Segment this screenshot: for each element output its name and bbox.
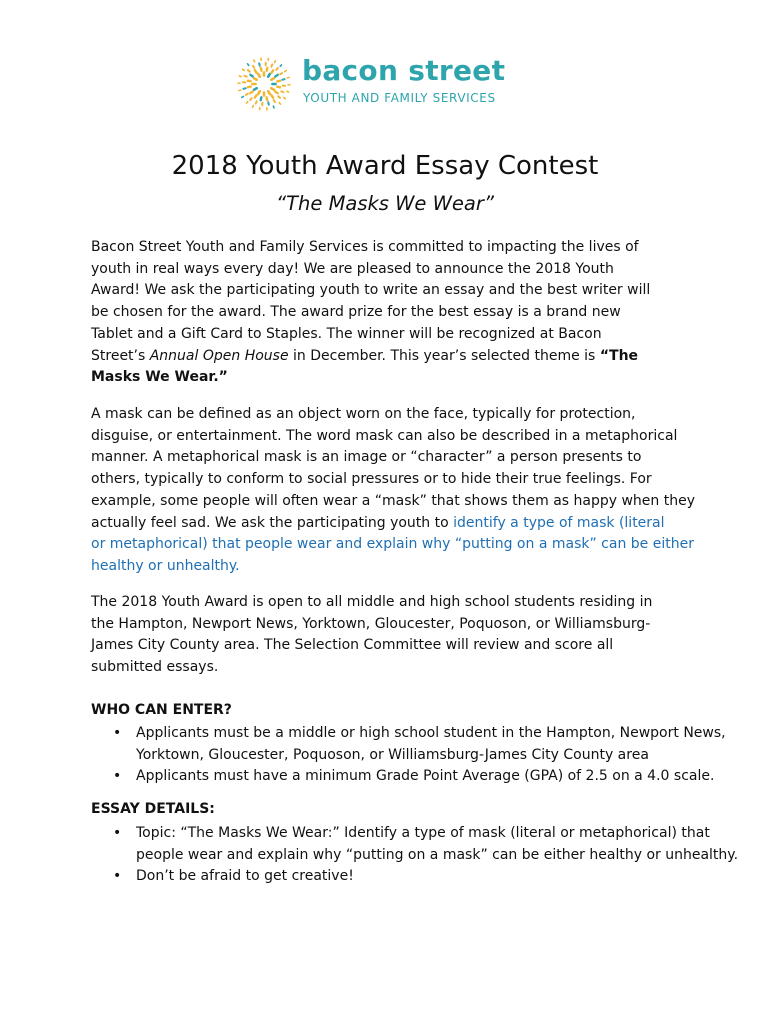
text-line: submitted essays. (91, 659, 219, 676)
text-line: manner. A metaphorical mask is an image or “character” a person presents to (91, 449, 642, 466)
logo-ray (246, 79, 252, 82)
text-line: Topic: “The Masks We Wear:” Identify a type of mask (literal or metaphorical) that (136, 825, 710, 841)
text-line: people wear and explain why “putting on a mask” can be either healthy or unhealthy. (136, 846, 739, 863)
sun-burst-icon (236, 56, 292, 112)
list-item (91, 723, 761, 766)
text-line (91, 367, 731, 389)
bullet: • (113, 868, 122, 885)
logo-ray (272, 105, 275, 109)
bullet: • (113, 825, 122, 841)
text-line: Applicants must have a minimum Grade Point Average (GPA) of 2.5 on a 4.0 scale. (136, 768, 715, 785)
logo-ray (266, 107, 268, 111)
logo-ray (265, 66, 268, 72)
text-run: Street’s (91, 347, 150, 364)
text-line (91, 513, 731, 535)
who-can-enter-list (91, 723, 761, 788)
text-line: Tablet and a Gift Card to Staples. The winner will be recognized at Bacon (91, 325, 602, 342)
intro-paragraph (91, 237, 731, 389)
text-line: James City County area. The Selection Committee will review and score all (91, 637, 614, 654)
logo-ray (253, 59, 256, 63)
text-run: actually feel sad. We ask the participating youth to (91, 514, 454, 531)
logo-ray (241, 95, 245, 98)
eligibility-paragraph (91, 592, 731, 679)
logo-ray (254, 100, 258, 105)
logo-ray (238, 75, 242, 78)
text-line: A mask can be defined as an object worn on the face, typically for protection, (91, 406, 636, 422)
bullet: • (113, 725, 122, 741)
mask-definition-paragraph (91, 404, 731, 578)
logo-ray (258, 62, 261, 67)
text-line: Don’t be afraid to get creative! (136, 868, 354, 885)
theme-name: Masks We Wear.” (91, 369, 228, 386)
text-line: Bacon Street Youth and Family Services is committed to impacting the lives of (91, 239, 639, 255)
logo-ray (279, 64, 283, 68)
logo-ray (286, 76, 290, 78)
who-can-enter-heading: WHO CAN ENTER? (91, 702, 232, 718)
essay-details-list (91, 823, 761, 888)
page-title: 2018 Youth Award Essay Contest (171, 151, 599, 181)
logo-ray (282, 85, 287, 87)
logo-ray (287, 84, 291, 86)
logo-ray (246, 63, 249, 67)
logo-ray (252, 64, 256, 69)
logo-ray (271, 83, 277, 86)
logo-ray (244, 92, 249, 96)
text-line: youth in real ways every day! We are pleased to announce the 2018 Youth (91, 260, 614, 277)
list-item (91, 823, 761, 866)
logo-ray (267, 57, 269, 61)
text-line: Applicants must be a middle or high school student in the Hampton, Newport News, (136, 725, 726, 741)
logo-ray (259, 107, 261, 111)
highlighted-prompt: healthy or unhealthy. (91, 557, 240, 574)
logo-ray (280, 90, 285, 94)
text-line (91, 346, 731, 368)
logo-ray (277, 95, 282, 99)
logo-ray (267, 101, 270, 106)
event-name: Annual Open House (149, 347, 289, 364)
logo-ray (243, 74, 248, 78)
text-line: example, some people will often wear a “mask” that shows them as happy when they (91, 492, 695, 509)
logo-ray (281, 78, 286, 81)
logo-ray (260, 57, 262, 61)
text-line: others, typically to conform to social pressures or to hide their true feelings. For (91, 471, 652, 488)
highlighted-prompt: identify a type of mask (literal (453, 514, 665, 531)
bullet: • (113, 768, 122, 785)
logo-ray (241, 68, 245, 71)
organization-logo (236, 56, 536, 112)
logo-ray (283, 96, 287, 99)
logo-ray (242, 81, 247, 83)
highlighted-prompt: or metaphorical) that people wear and explain why “putting on a mask” can be either (91, 536, 694, 553)
logo-ray (274, 60, 277, 64)
logo-ray (275, 67, 279, 72)
logo-ray (237, 82, 241, 84)
logo-ray (259, 66, 262, 72)
logo-ray (242, 87, 247, 90)
logo-ray (278, 101, 281, 105)
text-line: be chosen for the award. The award prize for the best essay is a brand new (91, 304, 621, 321)
logo-ray (276, 79, 282, 82)
logo-ray (245, 101, 249, 105)
logo-ray (263, 91, 266, 97)
logo-ray (279, 72, 284, 76)
text-line: The 2018 Youth Award is open to all middle and high school students residing in (91, 594, 653, 610)
logo-ray (263, 71, 266, 77)
list-item (91, 766, 761, 788)
logo-ray (286, 90, 290, 93)
logo-ray (272, 99, 276, 104)
logo-tagline: YOUTH AND FAMILY SERVICES (303, 91, 496, 105)
text-line: Award! We ask the participating youth to write an essay and the best writer will (91, 282, 651, 299)
logo-ray (238, 89, 242, 91)
essay-details-heading: ESSAY DETAILS: (91, 801, 215, 817)
logo-ray (276, 85, 282, 88)
logo-ray (249, 97, 253, 102)
logo-ray (246, 85, 252, 88)
list-item (91, 866, 761, 888)
logo-ray (265, 96, 268, 102)
logo-ray (283, 70, 287, 73)
text-line: the Hampton, Newport News, Yorktown, Gloucester, Poquoson, or Williamsburg- (91, 615, 651, 632)
logo-name: bacon street (302, 54, 506, 87)
logo-ray (247, 69, 252, 73)
text-line: disguise, or entertainment. The word mask can also be described in a metaphorical (91, 427, 678, 444)
logo-ray (270, 63, 274, 68)
logo-ray (265, 62, 267, 67)
logo-ray (261, 102, 263, 107)
text-run: in December. This year’s selected theme is (288, 347, 600, 364)
page-subtitle: “The Masks We Wear” (276, 192, 494, 215)
logo-ray (259, 96, 262, 102)
logo-ray (251, 104, 254, 108)
theme-name: “The (599, 347, 639, 364)
text-line: Yorktown, Gloucester, Poquoson, or Williamsburg-James City County area (136, 746, 649, 763)
logo-ray (251, 83, 257, 86)
